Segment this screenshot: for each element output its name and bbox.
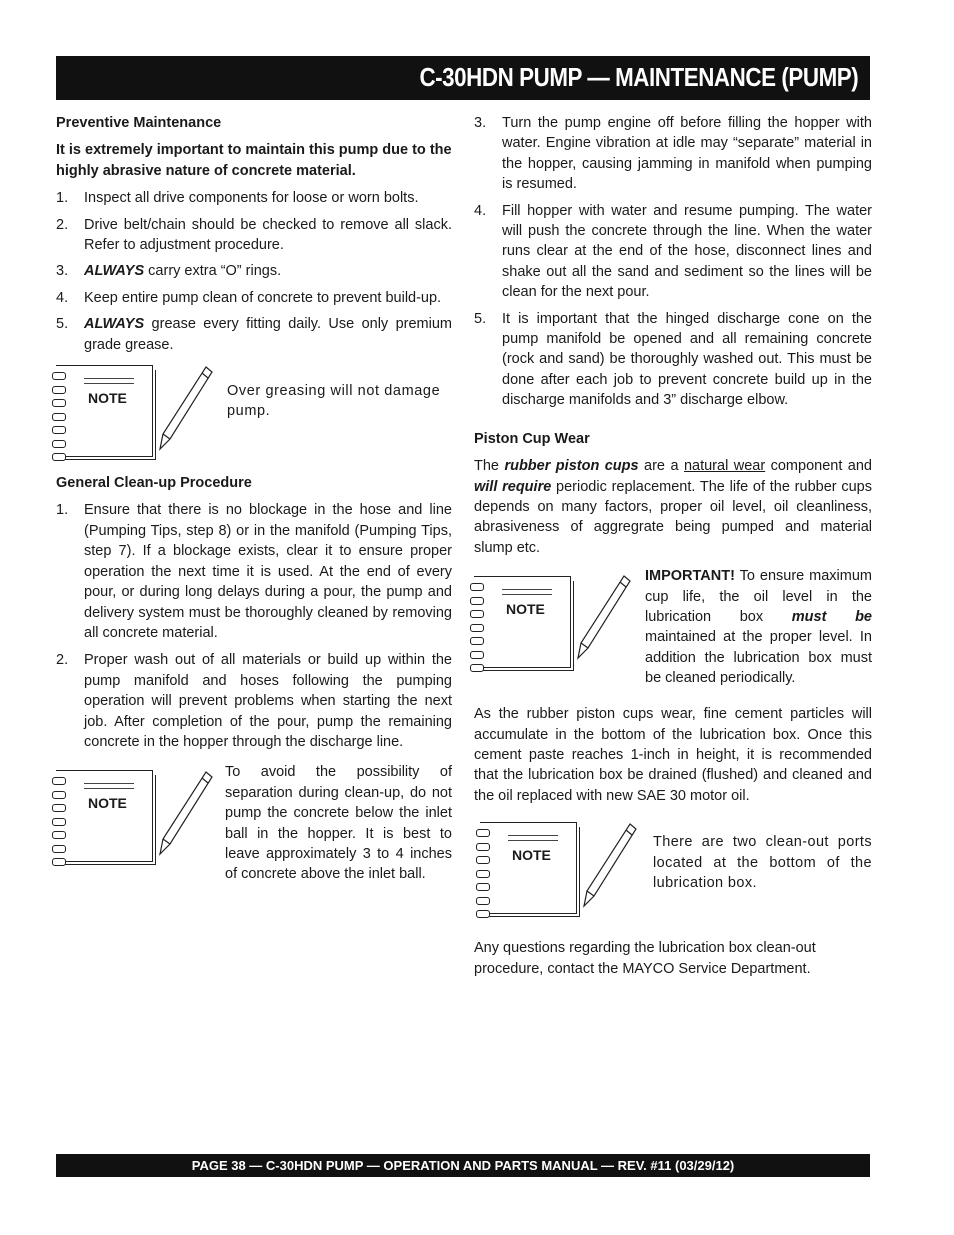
cleanup-list [56,500,452,752]
notepad-icon [56,365,153,457]
list-item: 5. ALWAYS grease every fitting daily. Use only premium grade grease. [56,316,452,353]
pencil-icon [156,766,214,858]
notepad-icon [56,770,153,862]
note-box [474,820,872,930]
closing-paragraph: Any questions regarding the lubrication box clean-out procedure, contact the MAYCO Service Department. [474,940,816,977]
note-box [56,762,452,882]
note-text: To avoid the possibility of separation during clean-up, do not pump the concrete below the inlet ball in the hopper. It is best to leave approximately 3 to 4 inches of concrete above the inlet ball. [225,764,452,883]
page-title: C-30HDN PUMP — MAINTENANCE (PUMP) [419,62,858,92]
list-item: 4. Fill hopper with water and resume pumping. The water will push the concrete through the line. When the water runs clear at the end of the hose, disconnect lines and shake out all the sand and sediment so the lines will be clean for the next pour. [474,202,872,301]
list-item: 1. Ensure that there is no blockage in the hose and line (Pumping Tips, step 8) or in the manifold (Pumping Tips, step 7). If a blockage exists, clear it to ensure proper operation the next time it is used. At the end of every pour, or during long delays during a pour, the pump and delivery system must be thoroughly cleaned by removing all concrete material. [56,502,452,641]
note-box [56,365,452,465]
note-box [474,566,872,698]
note-label: NOTE [88,390,127,407]
pencil-icon [574,570,632,662]
note-text: Over greasing will not damage pump. [227,383,441,420]
preventive-intro: It is extremely important to maintain this pump due to the highly abrasive nature of concrete material. [56,142,452,179]
page-header [56,56,870,100]
page-footer: PAGE 38 — C-30HDN PUMP — OPERATION AND PARTS MANUAL — REV. #11 (03/29/12) [56,1154,870,1177]
cleanup-list-continued [474,113,872,411]
note-label: NOTE [512,847,551,864]
note-label: NOTE [506,601,545,618]
list-item: 3. Turn the pump engine off before filling the hopper with water. Engine vibration at idle may “separate” material in the hopper, causing jamming in manifold when pumping is resumed. [474,115,872,193]
wear-paragraph: As the rubber piston cups wear, fine cement particles will accumulate in the bottom of the lubrication box. Once this cement paste reaches 1-inch in height, it is recommended that the lubrication box be drained (flushed) and cleaned and the oil replaced with new SAE 30 motor oil. [474,706,872,804]
note-text: There are two clean-out ports located at the bottom of the lubrication box. [653,834,872,891]
list-item: 2. Drive belt/chain should be checked to remove all slack. Refer to adjustment procedure. [56,216,452,254]
pencil-icon [156,361,214,453]
cleanup-heading: General Clean-up Procedure [56,475,252,492]
notepad-icon [474,576,571,668]
piston-heading: Piston Cup Wear [474,430,590,447]
note-label: NOTE [88,795,127,812]
list-item: 3. ALWAYS carry extra “O” rings. [56,263,282,280]
left-column [56,113,452,882]
notepad-icon [480,822,577,914]
piston-paragraph: The rubber piston cups are a natural wear component and will require periodic replacement. The life of the rubber cups depends on many factors, proper oil level, oil cleanliness, abrasiveness of aggregrate being pumped and material slump etc. [474,458,872,556]
note-text: IMPORTANT! To ensure maximum cup life, the oil level in the lubrication box must be maintained at the proper level. In addition the lubrication box must be cleaned periodically. [645,568,872,687]
preventive-list [56,188,452,355]
list-item: 4. Keep entire pump clean of concrete to prevent build-up. [56,289,442,306]
list-item: 2. Proper wash out of all materials or build up within the pump manifold and hoses following the pumping operation will prevent problems when starting the next job. After completion of the pour, pump the remaining concrete in the hopper through the discharge line. [56,652,452,750]
list-item: 1. Inspect all drive components for loose or worn bolts. [56,190,419,207]
right-column [474,113,872,979]
pencil-icon [580,818,638,910]
preventive-heading: Preventive Maintenance [56,115,222,131]
list-item: 5. It is important that the hinged discharge cone on the pump manifold be opened and all remaining concrete (rock and sand) be thoroughly washed out. This must be done after each job to prevent concrete build up in the discharge manifolds and 3” discharge elbow. [474,310,872,409]
